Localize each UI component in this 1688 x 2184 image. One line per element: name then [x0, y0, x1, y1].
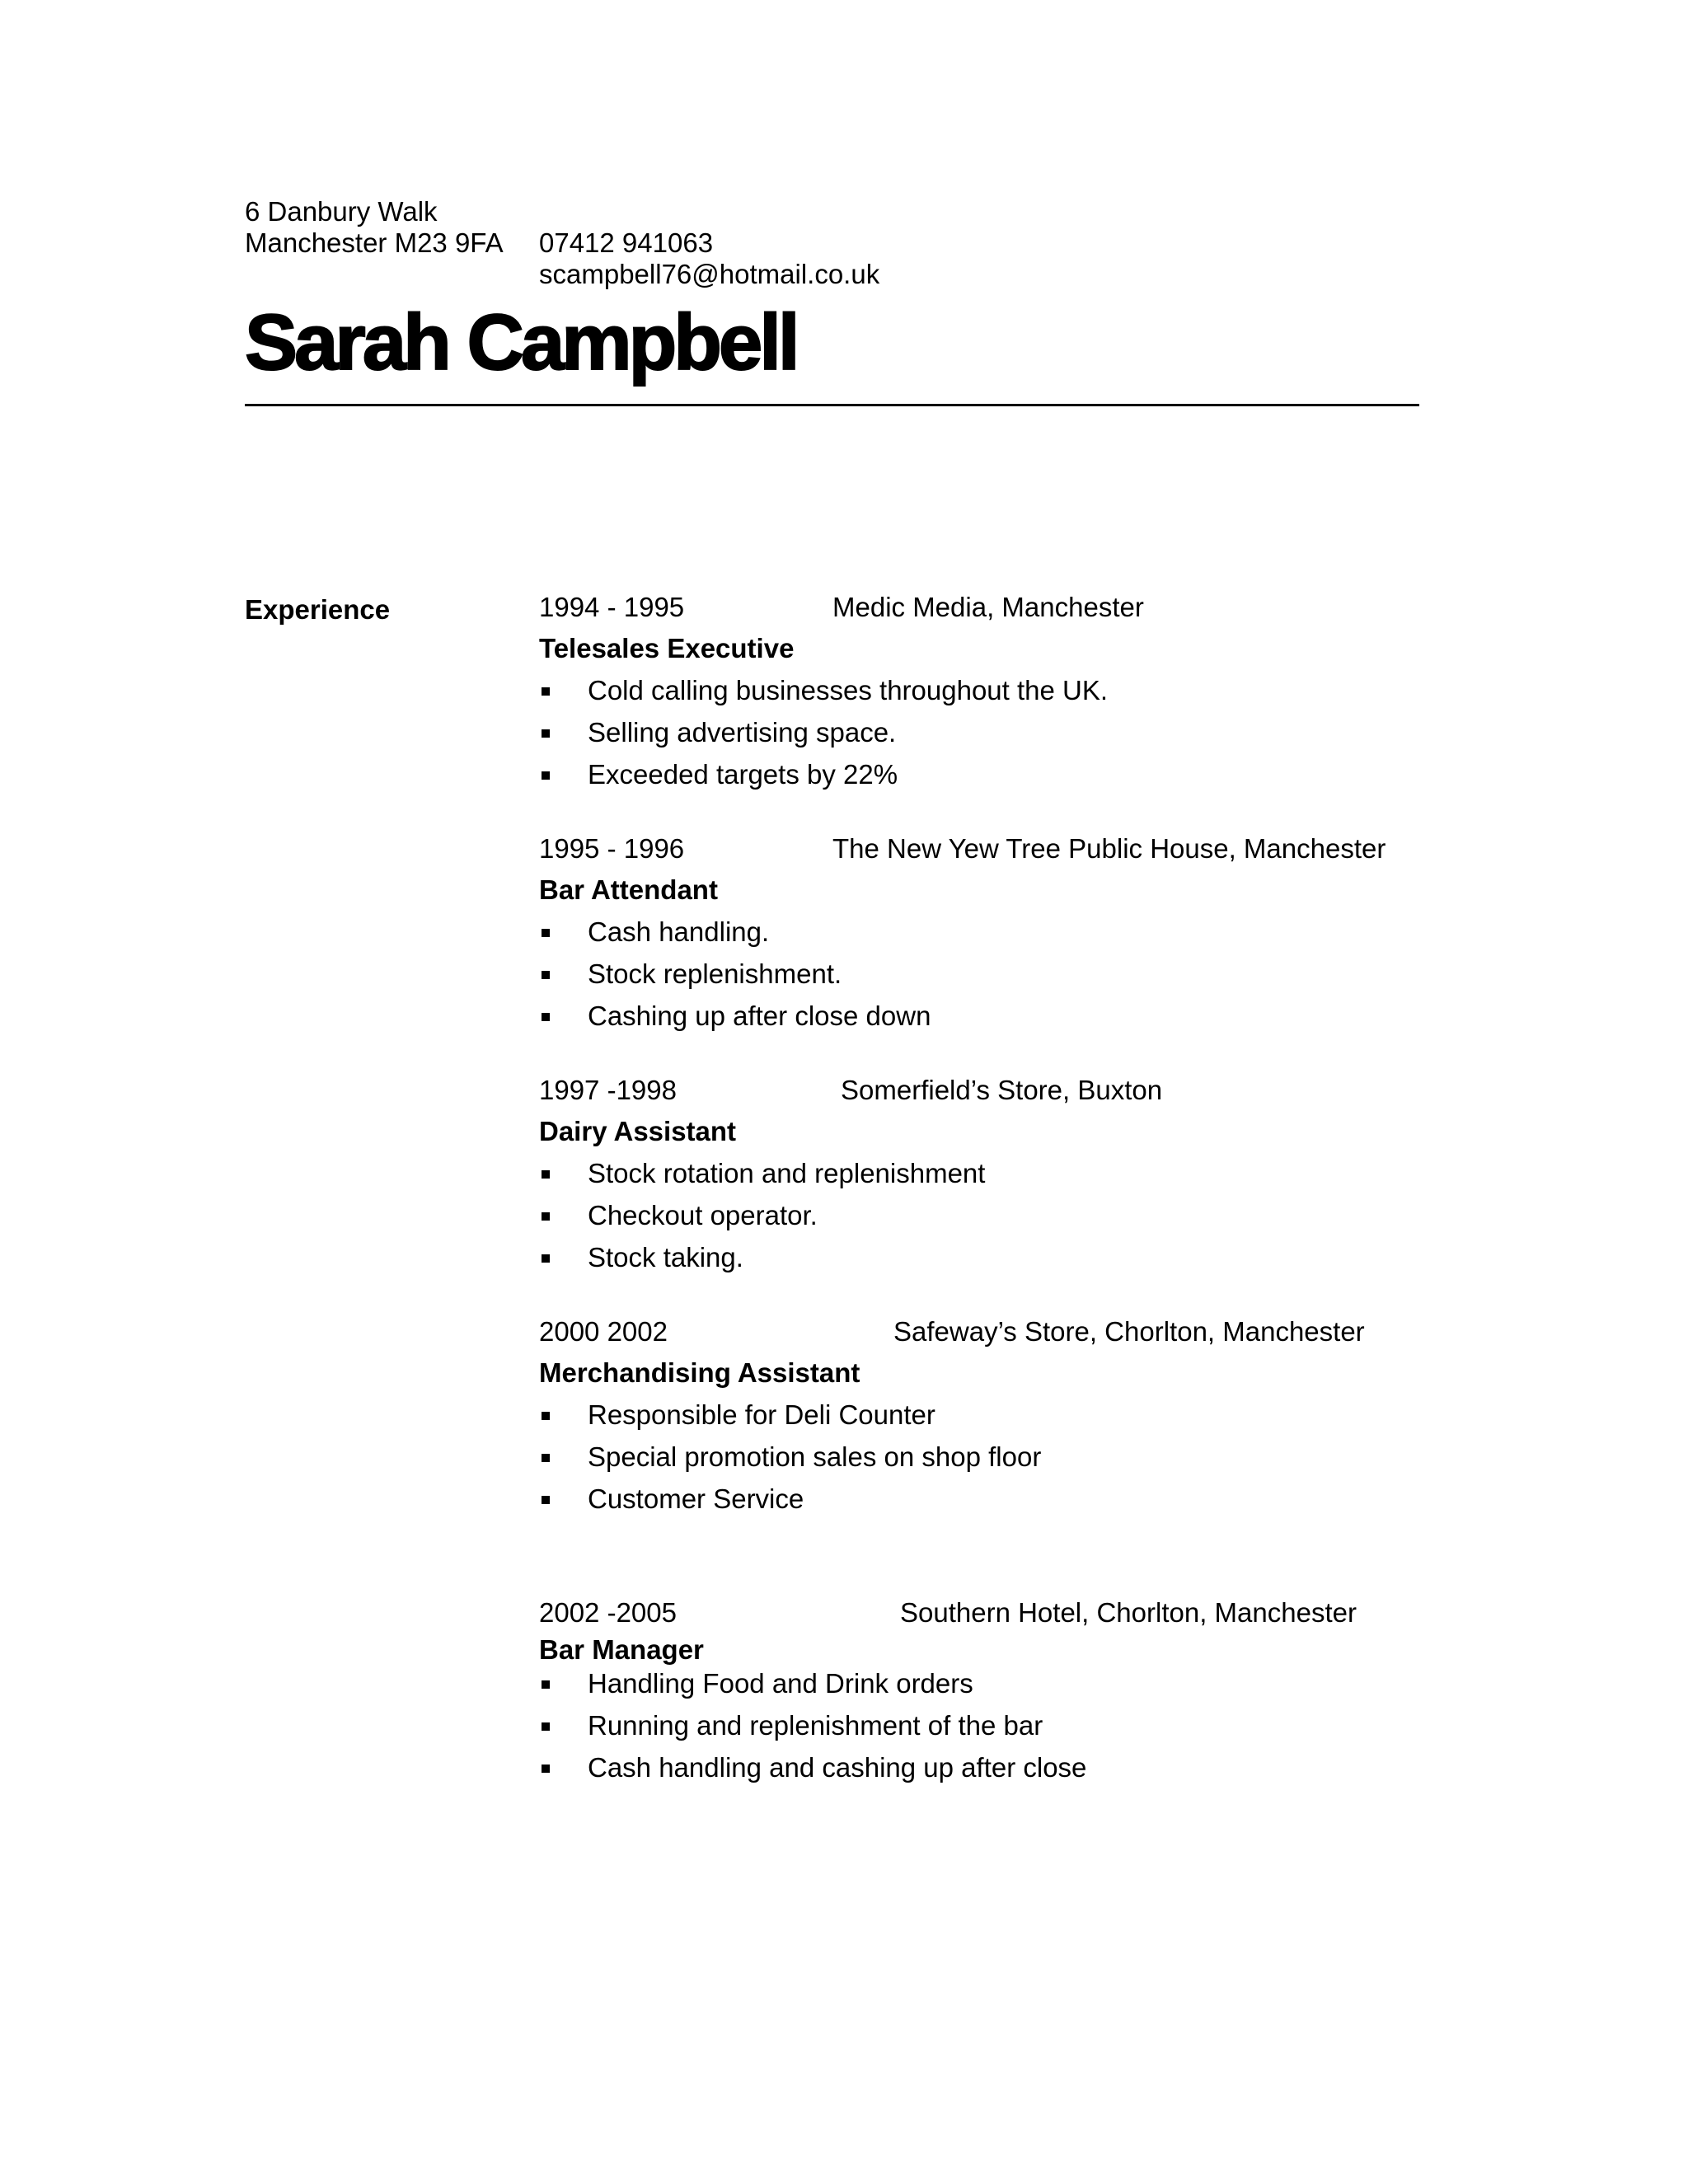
bullet-icon — [542, 1496, 550, 1504]
job-duties-list — [539, 906, 1446, 1032]
list-item — [539, 1741, 1446, 1783]
list-item — [539, 1231, 1446, 1273]
bullet-icon — [542, 1212, 550, 1221]
job-duties-list — [539, 1666, 1446, 1783]
duty-text: Exceeded targets by 22% — [588, 759, 898, 790]
address-line-1: 6 Danbury Walk — [245, 196, 438, 227]
list-item — [539, 748, 1446, 790]
duty-text: Selling advertising space. — [588, 717, 897, 748]
job-entry — [539, 1075, 1446, 1273]
job-employer: Safeway’s Store, Chorlton, Manchester — [893, 1316, 1365, 1347]
list-item — [539, 990, 1446, 1032]
duty-text: Cash handling. — [588, 916, 770, 947]
job-entry — [539, 1316, 1446, 1515]
job-dates: 1997 -1998 — [539, 1075, 677, 1105]
job-title: Bar Manager — [539, 1634, 704, 1665]
job-duties-list — [539, 1147, 1446, 1273]
duty-text: Special promotion sales on shop floor — [588, 1441, 1042, 1472]
bullet-icon — [542, 687, 550, 696]
job-dates: 2002 -2005 — [539, 1597, 677, 1628]
duty-text: Handling Food and Drink orders — [588, 1668, 973, 1699]
duty-text: Cash handling and cashing up after close — [588, 1752, 1087, 1783]
job-title: Telesales Executive — [539, 633, 795, 663]
bullet-icon — [542, 971, 550, 979]
job-dates: 1995 - 1996 — [539, 833, 685, 864]
list-item — [539, 1666, 1446, 1699]
bullet-icon — [542, 929, 550, 937]
duty-text: Customer Service — [588, 1483, 804, 1514]
list-item — [539, 706, 1446, 748]
bullet-icon — [542, 729, 550, 738]
list-item — [539, 1431, 1446, 1473]
list-item — [539, 1147, 1446, 1189]
duty-text: Checkout operator. — [588, 1200, 818, 1230]
list-item — [539, 1389, 1446, 1431]
duty-text: Responsible for Deli Counter — [588, 1399, 935, 1430]
bullet-icon — [542, 771, 550, 780]
job-duties-list — [539, 1389, 1446, 1515]
job-entry — [539, 1597, 1446, 1783]
job-employer: Somerfield’s Store, Buxton — [841, 1075, 1163, 1105]
job-employer: Medic Media, Manchester — [832, 592, 1144, 622]
job-entry — [539, 592, 1446, 790]
job-duties-list — [539, 664, 1446, 790]
job-entry — [539, 833, 1446, 1032]
job-title: Dairy Assistant — [539, 1116, 737, 1146]
duty-text: Cold calling businesses throughout the UK. — [588, 675, 1109, 705]
job-title: Bar Attendant — [539, 874, 718, 905]
duty-text: Running and replenishment of the bar — [588, 1710, 1043, 1741]
experience-section-label: Experience — [245, 594, 391, 625]
bullet-icon — [542, 1454, 550, 1462]
job-title: Merchandising Assistant — [539, 1357, 860, 1388]
bullet-icon — [542, 1765, 550, 1773]
bullet-icon — [542, 1722, 550, 1731]
duty-text: Stock replenishment. — [588, 958, 842, 989]
duty-text: Cashing up after close down — [588, 1001, 931, 1031]
job-employer: The New Yew Tree Public House, Manchester — [832, 833, 1386, 864]
list-item — [539, 1699, 1446, 1741]
list-item — [539, 906, 1446, 948]
job-dates: 1994 - 1995 — [539, 592, 685, 622]
bullet-icon — [542, 1680, 550, 1689]
bullet-icon — [542, 1013, 550, 1021]
bullet-icon — [542, 1412, 550, 1420]
phone-number: 07412 941063 — [539, 227, 714, 258]
candidate-name: Sarah Campbell — [245, 298, 797, 387]
list-item — [539, 1189, 1446, 1231]
duty-text: Stock taking. — [588, 1242, 743, 1272]
list-item — [539, 948, 1446, 990]
duty-text: Stock rotation and replenishment — [588, 1158, 986, 1188]
list-item — [539, 1473, 1446, 1515]
bullet-icon — [542, 1254, 550, 1263]
job-employer: Southern Hotel, Chorlton, Manchester — [900, 1597, 1357, 1628]
job-dates: 2000 2002 — [539, 1316, 668, 1347]
email-address: scampbell76@hotmail.co.uk — [539, 259, 880, 289]
bullet-icon — [542, 1170, 550, 1179]
list-item — [539, 664, 1446, 706]
address-line-2: Manchester M23 9FA — [245, 227, 504, 258]
header-divider — [245, 404, 1419, 406]
